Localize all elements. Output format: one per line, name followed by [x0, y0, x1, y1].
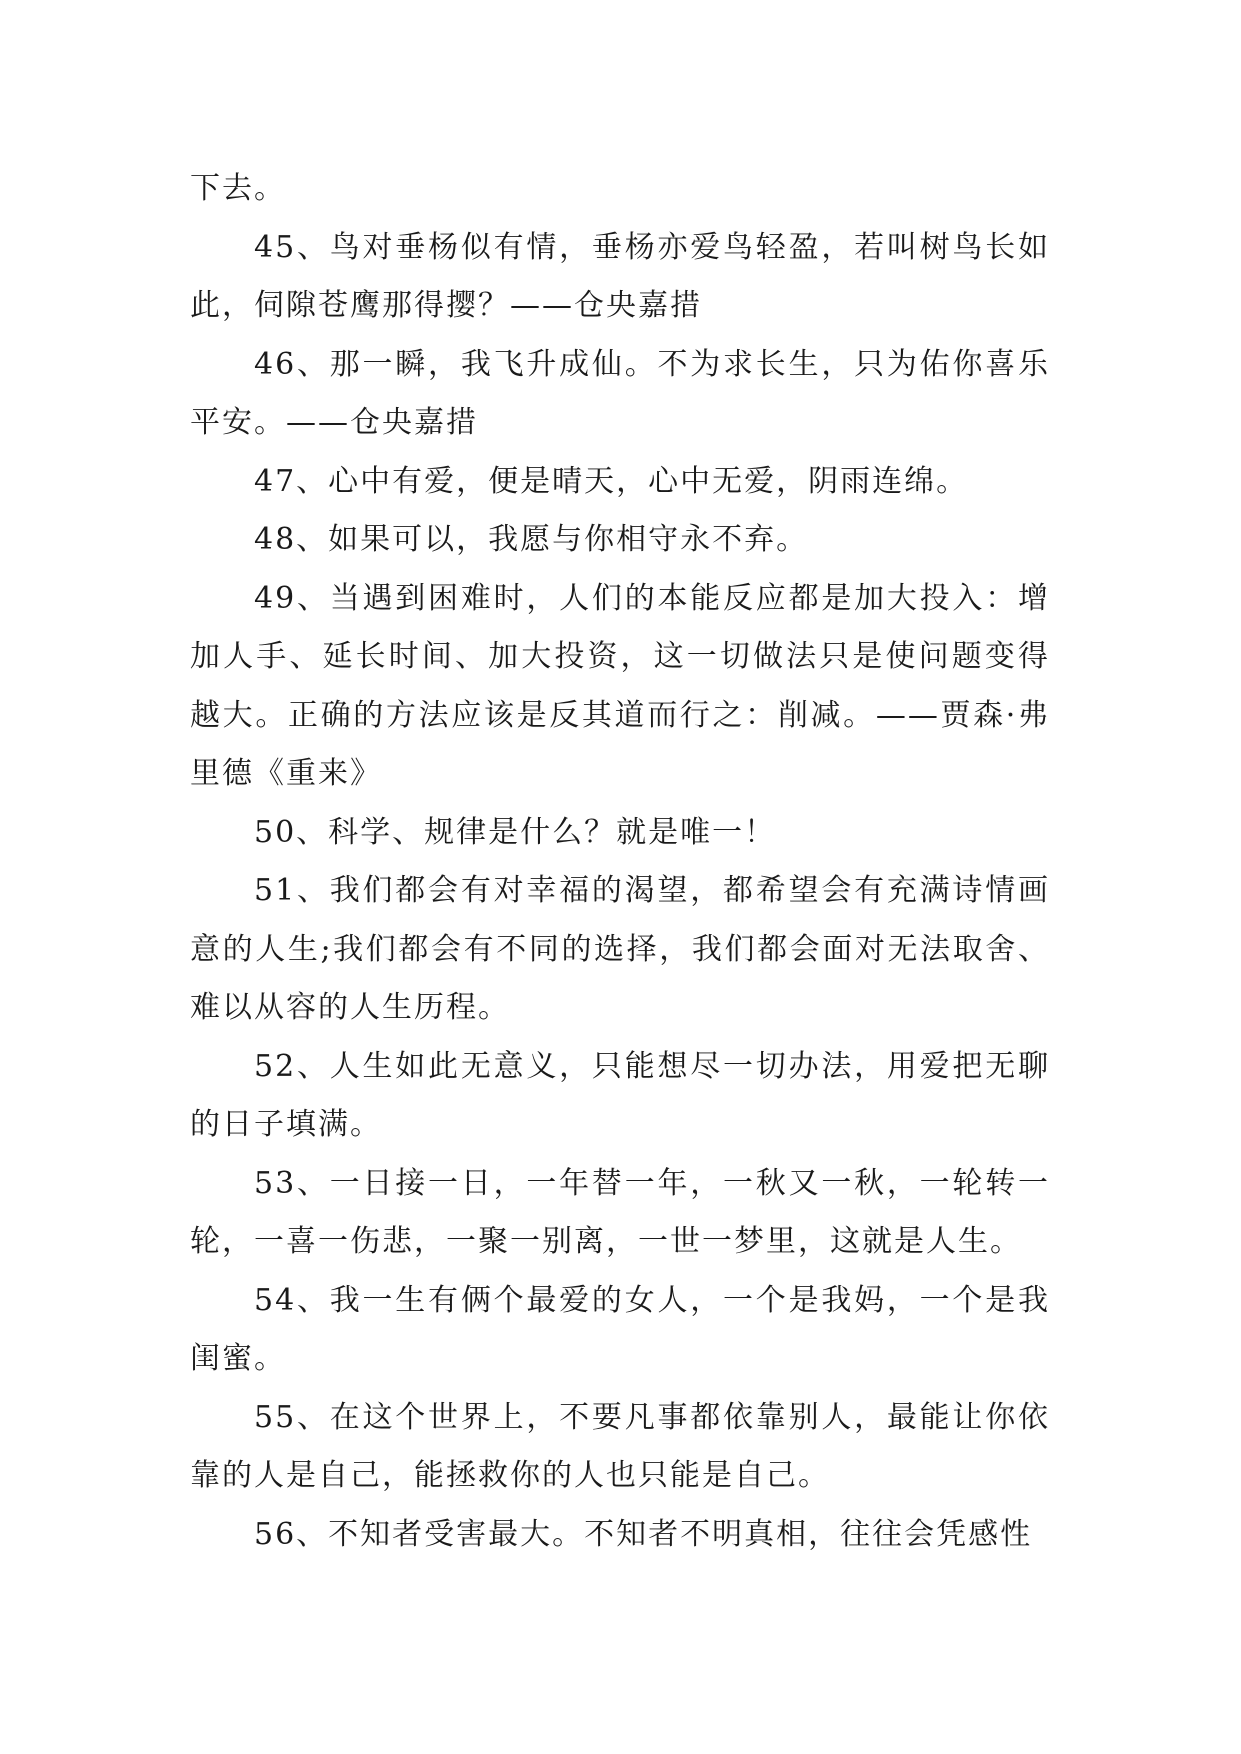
paragraph-51: 51、我们都会有对幸福的渴望，都希望会有充满诗情画意的人生;我们都会有不同的选择，我们都会面对无法取舍、难以从容的人生历程。 [190, 873, 1050, 1025]
paragraph-52: 52、人生如此无意义，只能想尽一切办法，用爱把无聊的日子填满。 [190, 1048, 1050, 1142]
paragraph-48: 48、如果可以，我愿与你相守永不弃。 [254, 522, 809, 557]
paragraph-50: 50、科学、规律是什么？就是唯一！ [254, 814, 777, 850]
paragraph-continuation: 下去。 [190, 171, 286, 206]
paragraph-46: 46、那一瞬，我飞升成仙。不为求长生，只为佑你喜乐平安。——仓央嘉措 [190, 346, 1050, 440]
paragraph-56: 56、不知者受害最大。不知者不明真相，往往会凭感性 [254, 1516, 1033, 1552]
paragraph-49: 49、当遇到困难时，人们的本能反应都是加大投入：增加人手、延长时间、加大投资，这一切做法只是使问题变得越大。正确的方法应该是反其道而行之：削减。——贾森·弗里德《重来》 [190, 580, 1050, 791]
paragraph-45: 45、鸟对垂杨似有情，垂杨亦爱鸟轻盈，若叫树鸟长如此，伺隙苍鹰那得撄？——仓央嘉措 [190, 229, 1050, 323]
paragraph-47: 47、心中有爱，便是晴天，心中无爱，阴雨连绵。 [254, 463, 969, 499]
document-body [190, 160, 1050, 1564]
paragraph-53: 53、一日接一日，一年替一年，一秋又一秋，一轮转一轮，一喜一伤悲，一聚一别离，一世一梦里，这就是人生。 [190, 1165, 1050, 1259]
paragraph-54: 54、我一生有俩个最爱的女人，一个是我妈，一个是我闺蜜。 [190, 1282, 1050, 1376]
paragraph-55: 55、在这个世界上，不要凡事都依靠别人，最能让你依靠的人是自己，能拯救你的人也只能是自己。 [190, 1399, 1050, 1493]
